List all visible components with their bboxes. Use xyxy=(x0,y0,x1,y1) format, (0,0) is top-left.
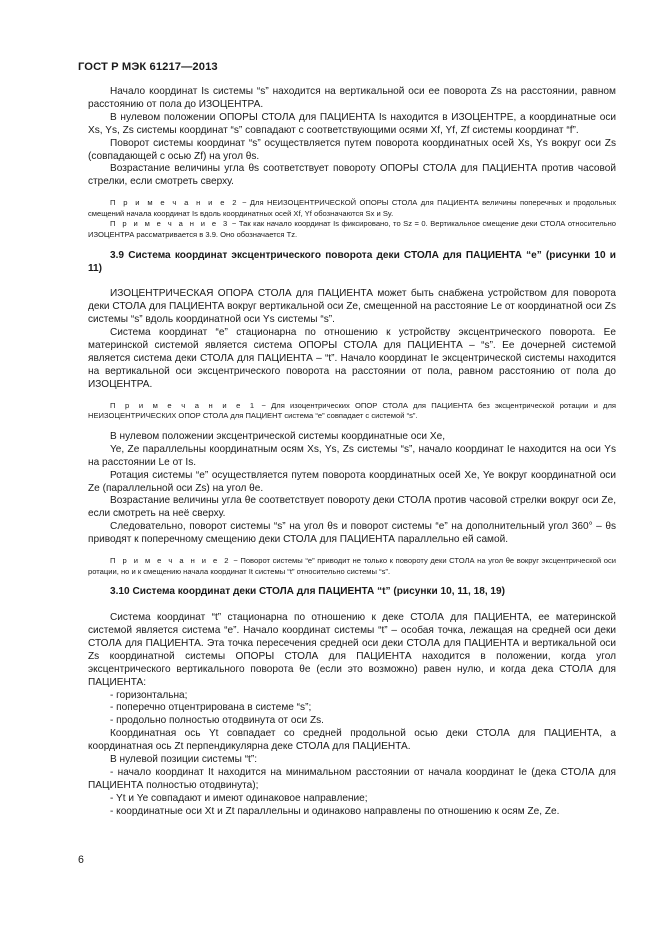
paragraph: ИЗОЦЕНТРИЧЕСКАЯ ОПОРА СТОЛА для ПАЦИЕНТА может быть снабжена устройством для поворота деки СТОЛА для ПАЦИЕНТА вокруг вертикальной оси Ze, смещенной на расстояние Le от координатной оси Zs системы “s” вдоль координатной оси Ys системы “s”. xyxy=(88,288,616,326)
list-item: - поперечно отцентрирована в системе “s”; xyxy=(110,702,312,714)
note xyxy=(88,401,616,422)
paragraph: В нулевом положении ОПОРЫ СТОЛА для ПАЦИЕНТА Is находится в ИЗОЦЕНТРЕ, а координатные оси Xs, Ys, Zs системы координат “s” совпадают с соответствующими осями Xf, Yf, Zf системы координат “f”. xyxy=(88,111,616,136)
note xyxy=(88,556,616,577)
paragraph: Координатная ось Yt совпадает со средней продольной осью деки СТОЛА для ПАЦИЕНТА, а координатная ось Zt перпендикулярна деке СТОЛА для ПАЦИЕНТА. xyxy=(88,728,616,753)
note-label: П р и м е ч а н и е 2 xyxy=(110,198,239,208)
list-item: - Yt и Ye совпадают и имеют одинаковое направление; xyxy=(110,792,368,804)
paragraph: Возрастание величины угла θe соответствует повороту деки СТОЛА против часовой стрелки вокруг оси Ze, если смотреть на неё сверху. xyxy=(88,495,616,520)
note-text: − Для НЕИЗОЦЕНТРИЧЕСКОЙ ОПОРЫ СТОЛА для ПАЦИЕНТА величины поперечных и продольных смещений начала координат Is вдоль координатных осей Xf, Yf обозначаются Sx и Sy. xyxy=(88,198,616,218)
section-heading-3-9: 3.9 Система координат эксцентрического поворота деки СТОЛА для ПАЦИЕНТА “e” (рисунки 10 и 11) xyxy=(88,249,616,274)
paragraph: Возрастание величины угла θs соответствует повороту ОПОРЫ СТОЛА для ПАЦИЕНТА против часовой стрелки, если смотреть сверху. xyxy=(88,163,616,188)
page-number: 6 xyxy=(78,854,84,866)
document-body xyxy=(88,86,616,819)
note xyxy=(88,219,616,240)
paragraph: Ротация системы “e” осуществляется путем поворота координатных осей Xe, Ye вокруг координатной оси Ze (параллельной оси Zs) на угол θe. xyxy=(88,469,616,494)
paragraph: Следовательно, поворот системы “s” на угол θs и поворот системы “e” на дополнительный угол 360° – θs приводят к поперечному смещению деки СТОЛА для ПАЦИЕНТА параллельно ей самой. xyxy=(88,521,616,546)
note-label: П р и м е ч а н и е 1 xyxy=(110,400,257,410)
list-item: - координатные оси Xt и Zt параллельны и одинаково направлены по отношению к осям Ze, Ze. xyxy=(110,805,560,817)
paragraph: Система координат “t” стационарна по отношению к деке СТОЛА для ПАЦИЕНТА, ее материнской системой является система “e”. Начало координат системы “t” – особая точка, лежащая на средней оси деки СТОЛА для ПАЦИЕНТА. Эта точка пересечения средней оси деки СТОЛА для ПАЦИЕНТА и вертикальной оси Zs координатной системы ОПОРЫ СТОЛА для ПАЦИЕНТА находится в положении, когда угол эксцентрического вертикального поворота θe (если это возможно) равен нулю, и когда дека СТОЛА для ПАЦИЕНТА: xyxy=(88,612,616,688)
paragraph: В нулевом положении эксцентрической системы координатные оси Xe, xyxy=(110,430,446,442)
note-text: − Поворот системы “e” приводит не только к повороту деки СТОЛА на угол θe вокруг эксцентрической оси ротации, но и к смещению начала координат It системы “t” относительно системы “s”. xyxy=(88,556,616,576)
note-text: − Так как начало координат Is фиксировано, то Sz = 0. Вертикальное смещение деки СТОЛА относительно ИЗОЦЕНТРА рассматривается в 3.9. Оно обозначается Tz. xyxy=(88,219,616,240)
note xyxy=(88,198,616,219)
paragraph: Начало координат Is системы “s” находится на вертикальной оси ее поворота Zs на расстоянии, равном расстоянию от пола до ИЗОЦЕНТРА. xyxy=(88,86,616,110)
note-text: − Для изоцентрических ОПОР СТОЛА для ПАЦИЕНТА без эксцентрической ротации и для НЕИЗОЦЕНТРИЧЕСКИХ ОПОР СТОЛА для ПАЦИЕНТ система “e” совпадает с системой “s”. xyxy=(88,400,616,421)
list-item: - начало координат It находится на минимальном расстоянии от начала координат Ie (дека СТОЛА для ПАЦИЕНТА полностью отодвинута); xyxy=(88,767,616,791)
note-label: П р и м е ч а н и е 2 xyxy=(110,556,231,566)
paragraph: В нулевой позиции системы “t”: xyxy=(110,754,258,766)
paragraph: Система координат “e” стационарна по отношению к устройству эксцентрического поворота. Ее материнской системой является система ОПОРЫ СТОЛА для ПАЦИЕНТА – “s”. Ее дочерней системой является система деки СТОЛА для ПАЦИЕНТА – “t”. Начало координат Ie эксцентрической системы находится на вертикальной оси эксцентрического поворота на расстоянии от пола, равном расстоянию от пола до ИЗОЦЕНТРА. xyxy=(88,327,616,390)
list-item: - продольно полностью отодвинута от оси Zs. xyxy=(110,715,324,727)
paragraph: Ye, Ze параллельны координатным осям Xs, Ys, Zs системы “s”, начало координат Ie находится на оси Ys на расстоянии Le от Is. xyxy=(88,443,616,468)
note-label: П р и м е ч а н и е 3 xyxy=(110,219,230,229)
document-header: ГОСТ Р МЭК 61217—2013 xyxy=(78,61,218,73)
section-heading-3-10: 3.10 Система координат деки СТОЛА для ПАЦИЕНТА “t” (рисунки 10, 11, 18, 19) xyxy=(110,586,506,598)
list-item: - горизонтальна; xyxy=(110,689,188,701)
paragraph: Поворот системы координат “s” осуществляется путем поворота координатных осей Xs, Ys вокруг оси Zs (совпадающей с осью Zf) на угол θs. xyxy=(88,137,616,162)
